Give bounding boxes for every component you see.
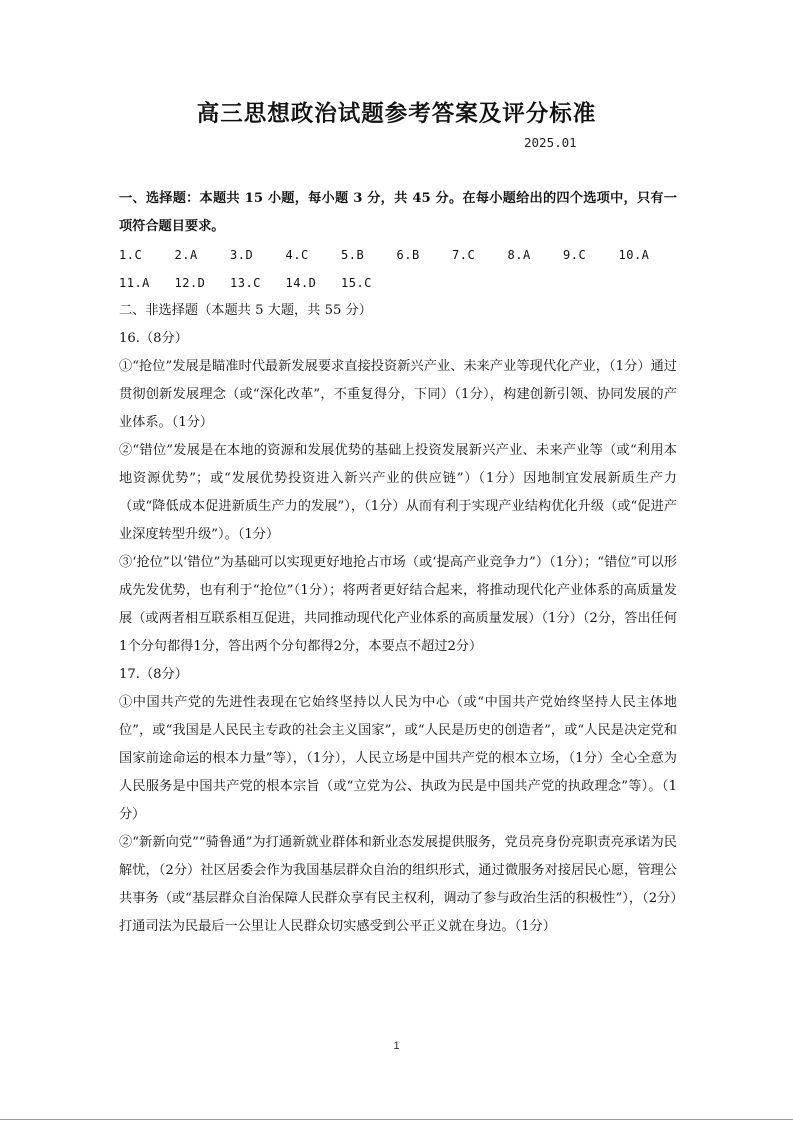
question-17-point-2: ②“新新向党”“骑鲁通”为打通新就业群体和新业态发展提供服务，党员亮身份亮职责亮承诺为民解忧，（2分）社区居委会作为我国基层群众自治的组织形式，通过微服务对接居民心愿，管理公共事务（或“基层群众自治保障人民群众享有民主权利，调动了参与政治生活的积极性”），（2分）打通司法为民最后一公里让人民群众切实感受到公平正义就在身边。（1分） — [119, 835, 677, 934]
question-16-point-3: ③‘抢位”以‘错位”为基础可以实现更好地抢占市场（或‘提高产业竞争力”）（1分）；“错位”可以形成先发优势，也有利于“抢位”（1分）；将两者更好结合起来，将推动现代化产业体系的高质量发展（或两者相互联系相互促进，共同推动现代化产业体系的高质量发展）（1分）（2分，答出任何1个分句都得1分，答出两个分句都得2分，本要点不超过2分） — [119, 555, 677, 654]
answer-item: 2.A — [174, 248, 198, 262]
question-17-point-1: ①中国共产党的先进性表现在它始终坚持以人民为中心（或“中国共产党始终坚持人民主体地位”，或“我国是人民民主专政的社会主义国家”，或“人民是历史的创造者”，或“人民是决定党和国家前途命运的根本力量”等），（1分），人民立场是中国共产党的根本立场，（1分）全心全意为人民服务是中国共产党的根本宗旨（或“立党为公、执政为民是中国共产党的执政理念”等）。（1分） — [119, 695, 677, 822]
answer-item: 1.C — [119, 248, 143, 262]
document-body — [119, 185, 677, 941]
section-1-heading: 一、选择题：本题共 15 小题，每小题 3 分，共 45 分。在每小题给出的四个选项中，只有一项符合题目要求。 — [119, 191, 677, 234]
answer-item: 11.A — [119, 276, 150, 290]
question-16-label: 16.（8分） — [119, 331, 188, 346]
answer-item: 8.A — [507, 248, 531, 262]
answer-item: 15.C — [341, 276, 372, 290]
document-date: 2025.01 — [524, 135, 577, 150]
page-bottom-divider — [0, 1119, 793, 1120]
choice-answer-key — [119, 241, 677, 297]
question-16-point-1: ①“抢位”发展是瞄准时代最新发展要求直接投资新兴产业、未来产业等现代化产业，（1分）通过贯彻创新发展理念（或“深化改革”，不重复得分，下同）（1分），构建创新引领、协同发展的产业体系。（1分） — [119, 359, 677, 430]
answer-item: 9.C — [563, 248, 587, 262]
section-2-heading: 二、非选择题（本题共 5 大题，共 55 分） — [119, 303, 372, 318]
answer-item: 5.B — [341, 248, 365, 262]
answer-item: 6.B — [396, 248, 420, 262]
page-title: 高三思想政治试题参考答案及评分标准 — [196, 101, 597, 127]
page-number: 1 — [393, 1040, 400, 1052]
answer-item: 3.D — [230, 248, 254, 262]
answer-item: 14.D — [285, 276, 317, 290]
question-17-label: 17.（8分） — [119, 667, 188, 682]
answer-item: 7.C — [452, 248, 476, 262]
answer-item: 10.A — [618, 248, 650, 262]
answer-item: 12.D — [174, 276, 206, 290]
answer-item: 4.C — [285, 248, 309, 262]
answer-item: 13.C — [230, 276, 261, 290]
question-16-point-2: ②“错位”发展是在本地的资源和发展优势的基础上投资发展新兴产业、未来产业等（或“利用本地资源优势”；或“发展优势投资进入新兴产业的供应链”）（1分）因地制宜发展新质生产力（或“降低成本促进新质生产力的发展”），（1分）从而有利于实现产业结构优化升级（或“促进产业深度转型升级”）。（1分） — [119, 443, 677, 542]
